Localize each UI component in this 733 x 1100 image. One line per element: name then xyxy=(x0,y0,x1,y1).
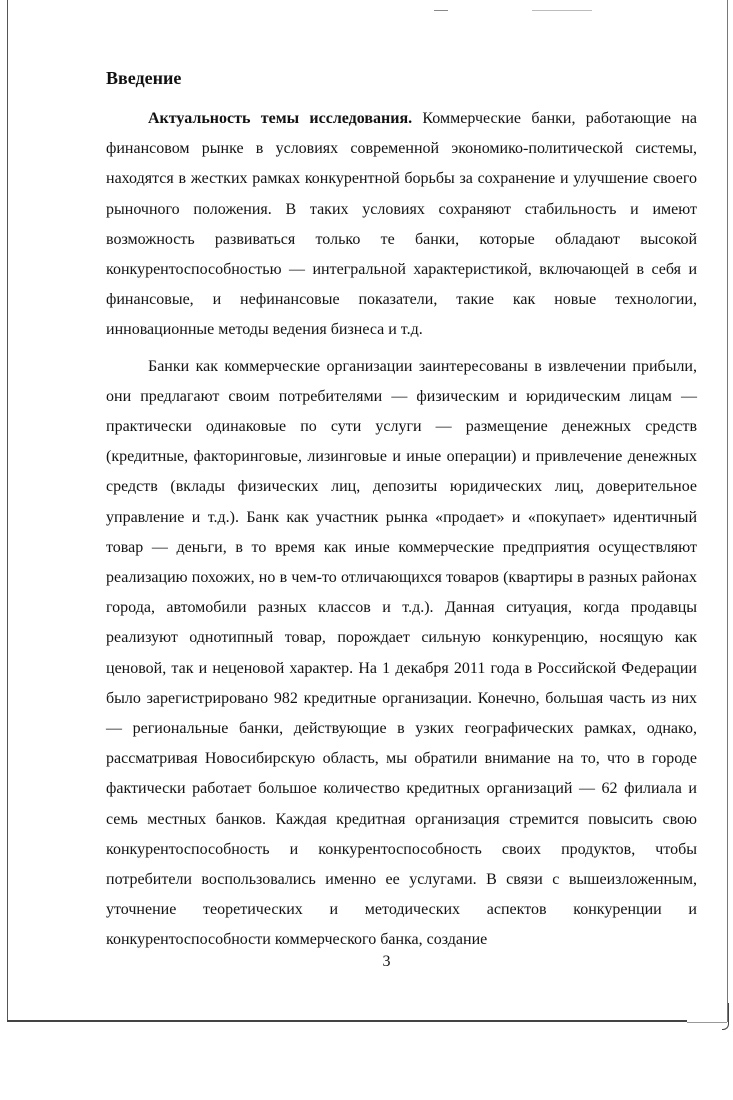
page-edge-bottom xyxy=(7,1020,687,1022)
scan-mark xyxy=(434,10,448,11)
page-edge-bottom xyxy=(687,1022,727,1023)
section-heading: Введение xyxy=(106,68,182,88)
paragraph-text: Банки как коммерческие организации заинтересованы в извлечении прибыли, они предлагают своим потребителями — физическим и юридическим лицам — практически одинаковые по сути услуги — размещение денежных средств (кредитные, факторинговые, лизинговые и иные операции) и привлечение денежных средств (вклады физических лиц, депозиты юридических лиц, доверительное управление и т.д.). Банк как участник рынка «продает» и «покупает» идентичный товар — деньги, в то время как иные коммерческие предприятия осуществляют реализацию похожих, но в чем-то отличающихся товаров (квартиры в разных районах города, автомобили разных классов и т.д.). Данная ситуация, когда продавцы реализуют однотипный товар, порождает сильную конкуренцию, носящую как ценовой, так и неценовой характер. На 1 декабря 2011 года в Российской Федерации было зарегистрировано 982 кредитные организации. Конечно, большая часть из них — региональные банки, действующие в узких географических рамках, однако, рассматривая Новосибирскую область, мы обратили внимание на то, что в городе фактически работает большое количество кредитных организаций — 62 филиала и семь местных банков. Каждая кредитная организация стремится повысить свою конкурентоспособность и конкурентоспособность своих продуктов, чтобы потребители воспользовались именно ее услугами. В связи с вышеизложенным, уточнение теоретических и методических аспектов конкуренции и конкурентоспособности коммерческого банка, создание xyxy=(106,357,697,949)
page-edge-right xyxy=(727,0,728,1022)
page-corner-mark xyxy=(722,1003,729,1030)
body-text xyxy=(106,104,697,962)
scan-mark xyxy=(532,10,592,11)
paragraph-text: Коммерческие банки, работающие на финансовом рынке в условиях современной экономико-политической системы, находятся в жестких рамках конкурентной борьбы за сохранение и улучшение своего рыночного положения. В таких условиях сохраняют стабильность и имеют возможность развиваться только те банки, которые обладают высокой конкурентоспособностью — интегральной характеристикой, включающей в себя и финансовые, и нефинансовые показатели, такие как новые технологии, инновационные методы ведения бизнеса и т.д. xyxy=(106,110,697,339)
paragraph-2 xyxy=(106,352,697,956)
paragraph-lead: Актуальность темы исследования. xyxy=(148,110,413,127)
page-edge-left xyxy=(7,0,8,1022)
paragraph-1 xyxy=(106,104,697,346)
page-number: 3 xyxy=(382,953,391,970)
